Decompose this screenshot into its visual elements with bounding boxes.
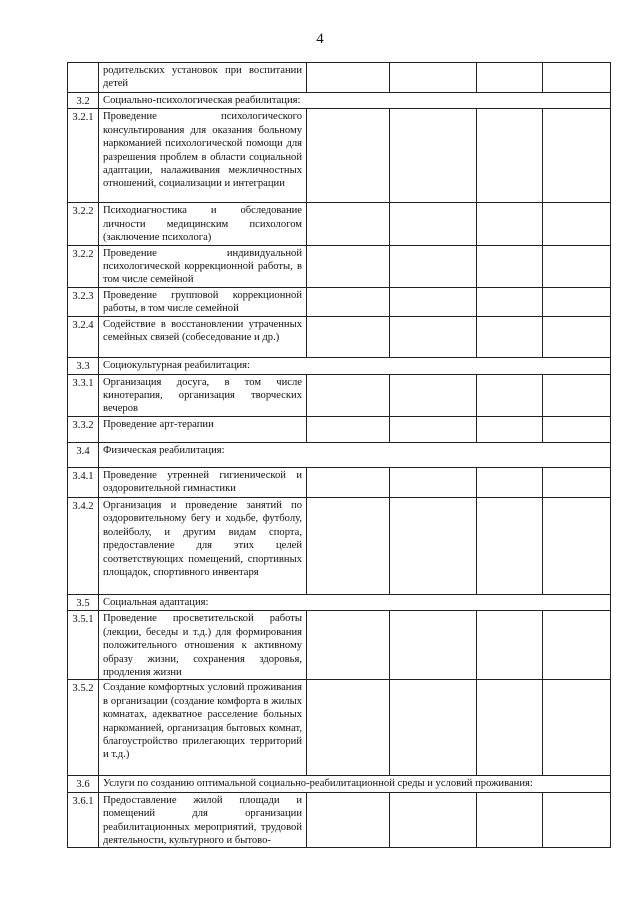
row-number: 3.6.1 xyxy=(68,792,99,848)
empty-cell xyxy=(477,316,543,357)
empty-cell xyxy=(390,316,477,357)
empty-cell xyxy=(543,109,611,203)
table-row xyxy=(68,63,611,93)
row-number: 3.2.3 xyxy=(68,287,99,316)
section-row xyxy=(68,442,611,467)
table-row xyxy=(68,287,611,316)
empty-cell xyxy=(307,63,390,93)
empty-cell xyxy=(477,416,543,442)
table-row xyxy=(68,680,611,776)
empty-cell xyxy=(307,203,390,245)
service-description: Организация и проведение занятий по оздоровительному бегу и ходьбе, футболу, волейболу, и другим видам спорта, предоставление для этих целей соответствующих помещений, спортивных площадок, спортивного инвентаря xyxy=(99,497,307,594)
service-description: Психодиагностика и обследование личности медицинским психологом (заключение психолога) xyxy=(99,203,307,245)
empty-cell xyxy=(390,245,477,287)
empty-cell xyxy=(477,109,543,203)
empty-cell xyxy=(390,680,477,776)
section-title: Социальная адаптация: xyxy=(99,594,611,610)
empty-cell xyxy=(477,63,543,93)
empty-cell xyxy=(477,792,543,848)
empty-cell xyxy=(390,203,477,245)
table-row xyxy=(68,374,611,416)
empty-cell xyxy=(477,497,543,594)
empty-cell xyxy=(390,109,477,203)
table-row xyxy=(68,109,611,203)
section-row xyxy=(68,357,611,374)
row-number: 3.2.2 xyxy=(68,245,99,287)
section-row xyxy=(68,93,611,109)
empty-cell xyxy=(390,287,477,316)
service-description: Проведение групповой коррекционной работы, в том числе семейной xyxy=(99,287,307,316)
empty-cell xyxy=(543,316,611,357)
empty-cell xyxy=(307,109,390,203)
empty-cell xyxy=(477,245,543,287)
service-description: Проведение арт-терапии xyxy=(99,416,307,442)
empty-cell xyxy=(307,611,390,680)
row-number: 3.5 xyxy=(68,594,99,610)
empty-cell xyxy=(307,467,390,497)
table-row xyxy=(68,203,611,245)
service-description: Проведение утренней гигиенической и оздоровительной гимнастики xyxy=(99,467,307,497)
service-description: Проведение психологического консультирования для оказания больному наркоманией психологической помощи для разрешения проблем в области социальной адаптации, налаживания межличностных отношений, социализации и интеграции xyxy=(99,109,307,203)
empty-cell xyxy=(543,611,611,680)
empty-cell xyxy=(543,416,611,442)
empty-cell xyxy=(477,467,543,497)
service-description: Организация досуга, в том числе кинотерапия, организация творческих вечеров xyxy=(99,374,307,416)
empty-cell xyxy=(390,374,477,416)
service-description: родительских установок при воспитании детей xyxy=(99,63,307,93)
empty-cell xyxy=(307,497,390,594)
table-row xyxy=(68,316,611,357)
empty-cell xyxy=(307,316,390,357)
section-row xyxy=(68,776,611,792)
service-description: Содействие в восстановлении утраченных семейных связей (собеседование и др.) xyxy=(99,316,307,357)
empty-cell xyxy=(307,245,390,287)
section-title: Физическая реабилитация: xyxy=(99,442,611,467)
service-description: Проведение просветительской работы (лекции, беседы и т.д.) для формирования положительного отношения к активному образу жизни, сохранения здоровья, продления жизни xyxy=(99,611,307,680)
service-description: Предоставление жилой площади и помещений для организации реабилитационных мероприятий, трудовой деятельности, культурного и бытово- xyxy=(99,792,307,848)
row-number: 3.5.2 xyxy=(68,680,99,776)
empty-cell xyxy=(390,611,477,680)
empty-cell xyxy=(307,287,390,316)
section-row xyxy=(68,594,611,610)
empty-cell xyxy=(307,680,390,776)
row-number: 3.3.2 xyxy=(68,416,99,442)
empty-cell xyxy=(390,497,477,594)
empty-cell xyxy=(390,416,477,442)
row-number: 3.3.1 xyxy=(68,374,99,416)
empty-cell xyxy=(543,287,611,316)
empty-cell xyxy=(477,611,543,680)
page-number: 4 xyxy=(316,31,324,47)
row-number: 3.2 xyxy=(68,93,99,109)
table-row xyxy=(68,416,611,442)
table-row xyxy=(68,467,611,497)
empty-cell xyxy=(543,680,611,776)
row-number: 3.6 xyxy=(68,776,99,792)
section-title: Услуги по созданию оптимальной социально-реабилитационной среды и условий проживания: xyxy=(99,776,611,792)
empty-cell xyxy=(477,680,543,776)
empty-cell xyxy=(543,203,611,245)
empty-cell xyxy=(543,374,611,416)
empty-cell xyxy=(307,416,390,442)
empty-cell xyxy=(390,792,477,848)
services-table xyxy=(67,62,611,848)
empty-cell xyxy=(543,497,611,594)
empty-cell xyxy=(543,245,611,287)
service-description: Проведение индивидуальной психологической коррекционной работы, в том числе семейной xyxy=(99,245,307,287)
empty-cell xyxy=(307,792,390,848)
table-row xyxy=(68,792,611,848)
empty-cell xyxy=(477,374,543,416)
empty-cell xyxy=(390,63,477,93)
row-number: 3.5.1 xyxy=(68,611,99,680)
empty-cell xyxy=(477,287,543,316)
empty-cell xyxy=(477,203,543,245)
empty-cell xyxy=(543,467,611,497)
row-number: 3.3 xyxy=(68,357,99,374)
row-number: 3.4 xyxy=(68,442,99,467)
table-row xyxy=(68,245,611,287)
row-number: 3.2.2 xyxy=(68,203,99,245)
table-row xyxy=(68,611,611,680)
row-number: 3.2.4 xyxy=(68,316,99,357)
row-number: 3.4.2 xyxy=(68,497,99,594)
row-number xyxy=(68,63,99,93)
table-row xyxy=(68,497,611,594)
empty-cell xyxy=(390,467,477,497)
row-number: 3.2.1 xyxy=(68,109,99,203)
empty-cell xyxy=(543,63,611,93)
section-title: Социокультурная реабилитация: xyxy=(99,357,611,374)
section-title: Социально-психологическая реабилитация: xyxy=(99,93,611,109)
service-description: Создание комфортных условий проживания в организации (создание комфорта в жилых комнатах, адекватное расселение больных наркоманией, организация бытовых комнат, благоустройство прилегающих территорий и т.д.) xyxy=(99,680,307,776)
empty-cell xyxy=(307,374,390,416)
row-number: 3.4.1 xyxy=(68,467,99,497)
empty-cell xyxy=(543,792,611,848)
